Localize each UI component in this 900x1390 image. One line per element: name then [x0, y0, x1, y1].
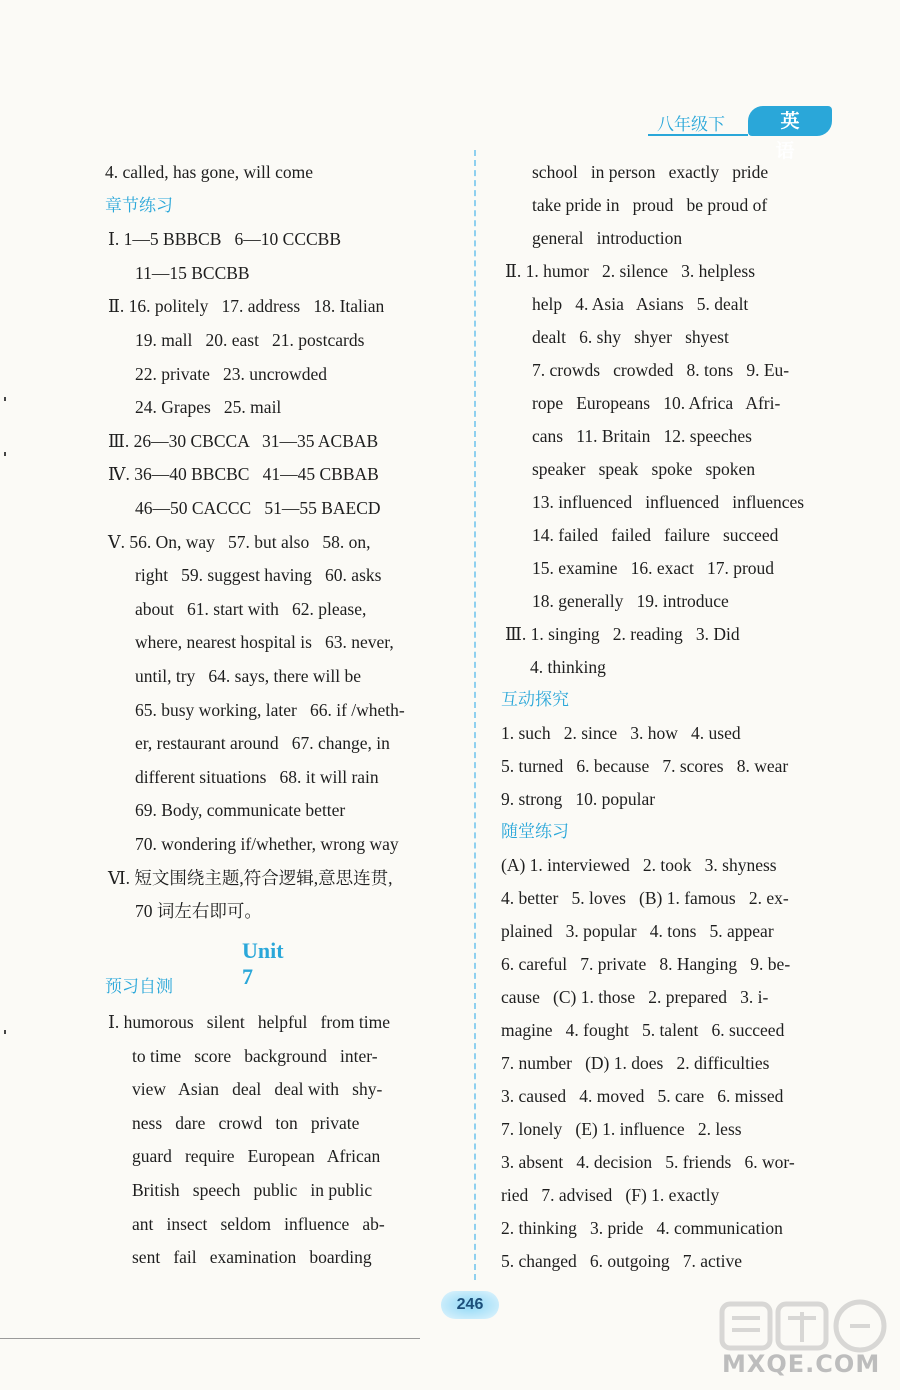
- answer-line: help 4. Asia Asians 5. dealt: [532, 294, 749, 314]
- answer-line: 18. generally 19. introduce: [532, 591, 729, 611]
- header-rule: [648, 134, 748, 136]
- answer-line: cans 11. Britain 12. speeches: [532, 426, 752, 446]
- answer-line: speaker speak spoke spoken: [532, 459, 756, 479]
- answer-line: Ⅲ. 26—30 CBCCA 31—35 ACBAB: [108, 430, 379, 451]
- answer-line: about 61. start with 62. please,: [135, 598, 367, 619]
- answer-line: 11—15 BCCBB: [135, 262, 250, 283]
- answer-line: right 59. suggest having 60. asks: [135, 565, 382, 586]
- answer-line: take pride in proud be proud of: [532, 195, 768, 215]
- answer-line: sent fail examination boarding: [132, 1247, 372, 1268]
- answer-line: Ⅰ. humorous silent helpful from time: [108, 1012, 391, 1032]
- answer-line: British speech public in public: [132, 1180, 373, 1200]
- answer-line: where, nearest hospital is 63. never,: [135, 632, 394, 653]
- answer-line: to time score background inter-: [132, 1045, 378, 1066]
- answer-line: 6. careful 7. private 8. Hanging 9. be-: [501, 954, 791, 974]
- answer-line: 4. better 5. loves (B) 1. famous 2. ex-: [501, 888, 789, 908]
- answer-line: 46—50 CACCC 51—55 BAECD: [135, 498, 381, 518]
- answer-line: 3. absent 4. decision 5. friends 6. wor-: [501, 1152, 795, 1172]
- answer-line: 1. such 2. since 3. how 4. used: [501, 723, 741, 743]
- answer-line: 13. influenced influenced influences: [532, 492, 805, 512]
- edge-mark: [4, 1030, 6, 1034]
- answer-line: Ⅴ. 56. On, way 57. but also 58. on,: [108, 531, 371, 552]
- answer-line: 2. thinking 3. pride 4. communication: [501, 1218, 783, 1238]
- answer-line: 19. mall 20. east 21. postcards: [135, 330, 365, 350]
- answer-line: Ⅳ. 36—40 BBCBC 41—45 CBBAB: [108, 464, 379, 485]
- answer-line: 4. called, has gone, will come: [105, 162, 313, 182]
- answer-line: er, restaurant around 67. change, in: [135, 733, 390, 754]
- edge-mark: [4, 452, 6, 456]
- answer-line: 3. caused 4. moved 5. care 6. missed: [501, 1086, 784, 1106]
- answer-line: Ⅵ. 短文围绕主题,符合逻辑,意思连贯,: [108, 867, 393, 888]
- answer-line: 14. failed failed failure succeed: [532, 525, 779, 545]
- edge-mark: [4, 397, 6, 401]
- answer-line: ant insect seldom influence ab-: [132, 1213, 385, 1234]
- answer-line: plained 3. popular 4. tons 5. appear: [501, 921, 774, 941]
- answer-line: 5. changed 6. outgoing 7. active: [501, 1251, 743, 1271]
- answer-line: 69. Body, communicate better: [135, 800, 346, 821]
- answer-line: guard require European African: [132, 1146, 381, 1167]
- answer-line: Ⅲ. 1. singing 2. reading 3. Did: [505, 624, 740, 644]
- answer-line: general introduction: [532, 228, 683, 248]
- page-number: 246: [441, 1291, 499, 1319]
- answer-line: view Asian deal deal with shy-: [132, 1079, 383, 1100]
- answer-line: until, try 64. says, there will be: [135, 666, 362, 686]
- answer-line: 22. private 23. uncrowded: [135, 363, 327, 384]
- answer-line: Ⅱ. 1. humor 2. silence 3. helpless: [505, 261, 756, 281]
- section-heading: 随堂练习: [501, 822, 569, 842]
- answer-line: ness dare crowd ton private: [132, 1112, 360, 1133]
- answer-line: 70. wondering if/whether, wrong way: [135, 834, 399, 854]
- answer-line: different situations 68. it will rain: [135, 766, 379, 787]
- answer-line: 70 词左右即可。: [135, 901, 262, 922]
- answer-line: 65. busy working, later 66. if /wheth-: [135, 699, 405, 720]
- answer-line: rope Europeans 10. Africa Afri-: [532, 393, 781, 413]
- answer-line: 5. turned 6. because 7. scores 8. wear: [501, 756, 789, 776]
- answer-line: (A) 1. interviewed 2. took 3. shyness: [501, 855, 777, 875]
- answer-line: Ⅰ. 1—5 BBBCB 6—10 CCCBB: [108, 229, 342, 250]
- answer-line: school in person exactly pride: [532, 162, 769, 182]
- grade-label: 八年级下: [657, 115, 725, 135]
- section-heading: 预习自测: [105, 977, 173, 997]
- answer-line: 24. Grapes 25. mail: [135, 397, 282, 418]
- answer-line: 7. crowds crowded 8. tons 9. Eu-: [532, 360, 790, 380]
- answer-line: Ⅱ. 16. politely 17. address 18. Italian: [108, 296, 385, 317]
- answer-line: 15. examine 16. exact 17. proud: [532, 558, 775, 578]
- answer-line: cause (C) 1. those 2. prepared 3. i-: [501, 987, 769, 1007]
- answer-line: 9. strong 10. popular: [501, 789, 656, 809]
- answer-line: magine 4. fought 5. talent 6. succeed: [501, 1020, 785, 1040]
- watermark-url: MXQE.COM: [722, 1350, 881, 1378]
- subject-badge: 英 语: [748, 106, 832, 136]
- column-divider: [474, 150, 476, 1280]
- footer-rule: [0, 1338, 420, 1339]
- section-heading: 互动探究: [501, 690, 569, 710]
- answer-line: 4. thinking: [530, 657, 606, 677]
- answer-line: 7. number (D) 1. does 2. difficulties: [501, 1053, 770, 1073]
- unit-title: Unit 7: [242, 938, 284, 989]
- answer-line: 7. lonely (E) 1. influence 2. less: [501, 1119, 742, 1139]
- answer-line: ried 7. advised (F) 1. exactly: [501, 1185, 720, 1205]
- section-heading: 章节练习: [105, 195, 173, 216]
- answer-line: dealt 6. shy shyer shyest: [532, 327, 729, 347]
